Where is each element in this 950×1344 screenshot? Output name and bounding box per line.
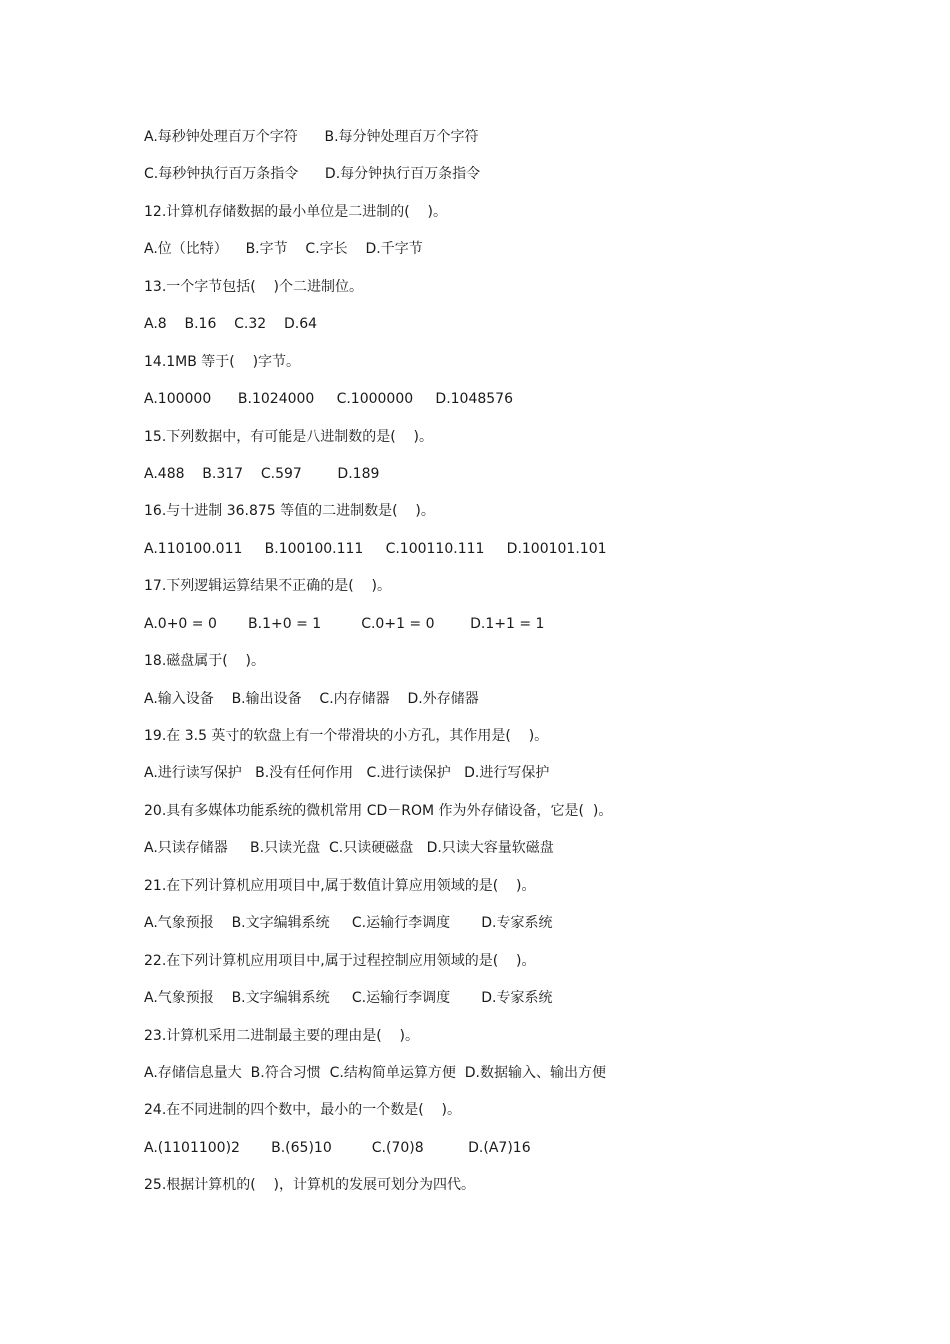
question-line: 19.在 3.5 英寸的软盘上有一个带滑块的小方孔，其作用是( )。 [144,728,549,744]
option-line: A.488 B.317 C.597 D.189 [144,465,380,482]
option-line: A.110100.011 B.100100.111 C.100110.111 D.100101.101 [144,540,607,557]
option-line: A.每秒钟处理百万个字符 B.每分钟处理百万个字符 [144,129,479,145]
question-line: 25.根据计算机的( )，计算机的发展可划分为四代。 [144,1177,475,1194]
option-line: A.只读存储器 B.只读光盘 C.只读硬磁盘 D.只读大容量软磁盘 [144,840,554,857]
question-line: 12.计算机存储数据的最小单位是二进制的( )。 [144,203,447,220]
option-line: C.每秒钟执行百万条指令 D.每分钟执行百万条指令 [144,166,481,183]
question-list [144,126,844,1212]
option-line: A.气象预报 B.文字编辑系统 C.运输行李调度 D.专家系统 [144,990,553,1007]
option-line: A.输入设备 B.输出设备 C.内存储器 D.外存储器 [144,690,479,707]
option-line: A.存储信息量大 B.符合习惯 C.结构简单运算方便 D.数据输入、输出方便 [144,1064,606,1081]
question-line: 14.1MB 等于( )字节。 [144,353,301,370]
question-line: 18.磁盘属于( )。 [144,653,265,670]
question-line: 13.一个字节包括( )个二进制位。 [144,278,363,295]
option-line: A.100000 B.1024000 C.1000000 D.1048576 [144,391,513,408]
question-line: 16.与十进制 36.875 等值的二进制数是( )。 [144,503,435,520]
option-line: A.(1101100)2 B.(65)10 C.(70)8 D.(A7)16 [144,1139,531,1156]
question-line: 15.下列数据中，有可能是八进制数的是( )。 [144,428,433,445]
question-line: 24.在不同进制的四个数中，最小的一个数是( )。 [144,1102,461,1119]
question-line: 23.计算机采用二进制最主要的理由是( )。 [144,1027,419,1044]
question-line: 20.具有多媒体功能系统的微机常用 CD－ROM 作为外存储设备，它是( )。 [144,802,613,819]
question-line: 17.下列逻辑运算结果不正确的是( )。 [144,578,391,595]
question-line: 22.在下列计算机应用项目中,属于过程控制应用领域的是( )。 [144,952,536,969]
option-line: A.气象预报 B.文字编辑系统 C.运输行李调度 D.专家系统 [144,915,553,932]
option-line: A.8 B.16 C.32 D.64 [144,316,318,333]
option-line: A.位（比特） B.字节 C.字长 D.千字节 [144,241,423,258]
option-line: A.0+0 = 0 B.1+0 = 1 C.0+1 = 0 D.1+1 = 1 [144,615,545,632]
option-line: A.进行读写保护 B.没有任何作用 C.进行读保护 D.进行写保护 [144,765,550,782]
question-line: 21.在下列计算机应用项目中,属于数值计算应用领域的是( )。 [144,877,536,894]
